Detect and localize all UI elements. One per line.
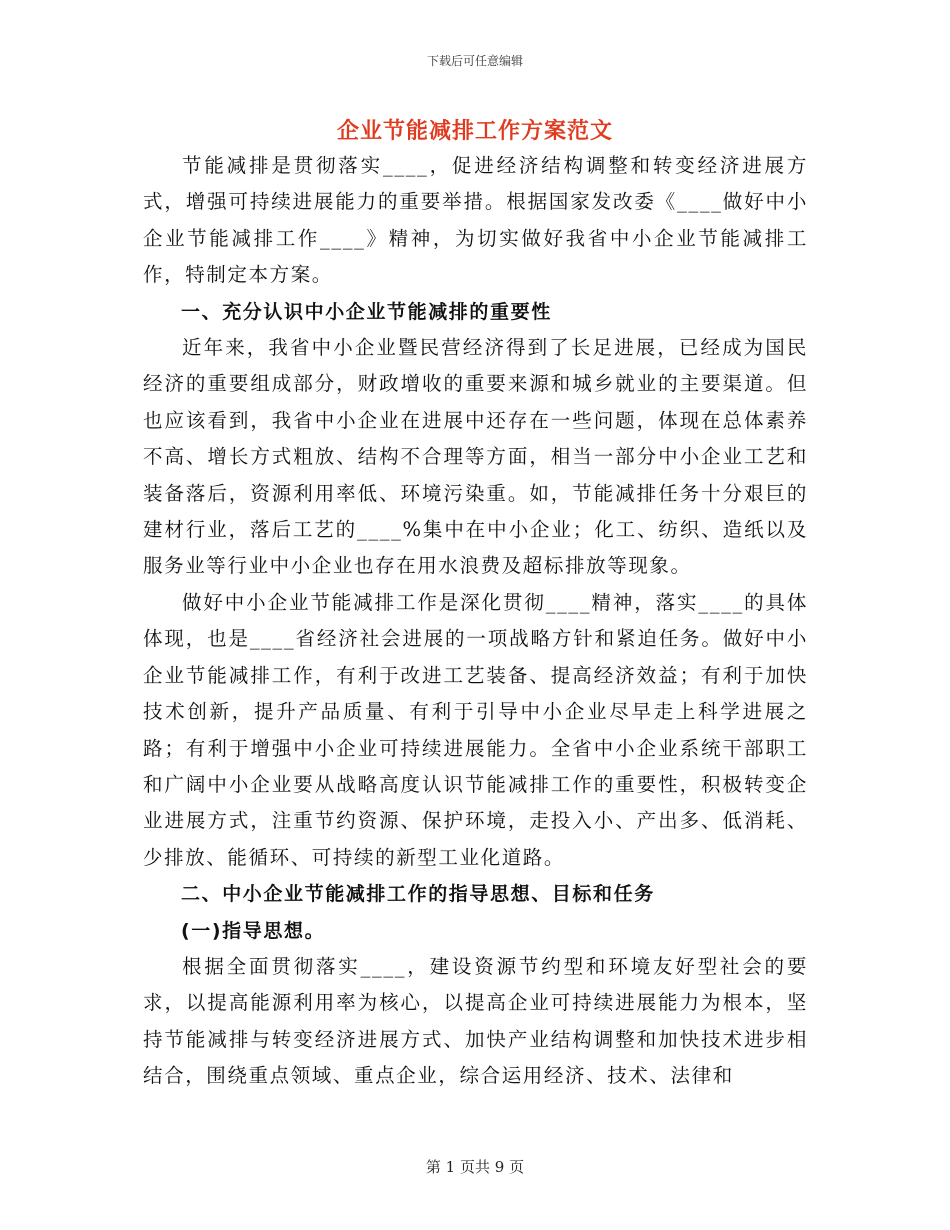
paragraph-section-2-a: 根据全面贯彻落实____，建设资源节约型和环境友好型社会的要求，以提高能源利用率为核心，以提高企业可持续进展能力为根本，坚持节能减排与转变经济进展方式、加快产业结构调整和加快技术进步相结合，围绕重点领域、重点企业，综合运用经济、技术、法律和 — [143, 954, 808, 1088]
page-number: 第 1 页共 9 页 — [425, 1158, 525, 1176]
paragraph-section-1-b: 做好中小企业节能减排工作是深化贯彻____精神，落实____的具体体现，也是____省经济社会进展的一项战略方针和紧迫任务。做好中小企业节能减排工作，有利于改进工艺装备、提高经济效益；有利于加快技术创新，提升产品质量、有利于引导中小企业尽早走上科学进展之路；有利于增强中小企业可持续进展能力。全省中小企业系统干部职工和广阔中小企业要从战略高度认识节能减排工作的重要性，积极转变企业进展方式，注重节约资源、保护环境，走投入小、产出多、低消耗、少排放、能循环、可持续的新型工业化道路。 — [143, 590, 808, 869]
document-title: 企业节能减排工作方案范文 — [336, 118, 613, 144]
section-heading-2: 二、中小企业节能减排工作的指导思想、目标和任务 — [181, 883, 655, 906]
page-header-note: 下载后可任意编辑 — [426, 54, 523, 68]
document-body — [143, 148, 808, 1095]
sub-heading-guiding-thought: (一)指导思想。 — [181, 919, 326, 942]
section-heading-1: 一、充分认识中小企业节能减排的重要性 — [181, 300, 552, 323]
paragraph-intro: 节能减排是贯彻落实____，促进经济结构调整和转变经济进展方式，增强可持续进展能力的重要举措。根据国家发改委《____做好中小企业节能减排工作____》精神，为切实做好我省中小企业节能减排工作，特制定本方案。 — [143, 154, 808, 287]
paragraph-section-1-a: 近年来，我省中小企业暨民营经济得到了长足进展，已经成为国民经济的重要组成部分，财政增收的重要来源和城乡就业的主要渠道。但也应该看到，我省中小企业在进展中还存在一些问题，体现在总体素养不高、增长方式粗放、结构不合理等方面，相当一部分中小企业工艺和装备落后，资源利用率低、环境污染重。如，节能减排任务十分艰巨的建材行业，落后工艺的____%集中在中小企业；化工、纺织、造纸以及服务业等行业中小企业也存在用水浪费及超标排放等现象。 — [143, 336, 808, 578]
